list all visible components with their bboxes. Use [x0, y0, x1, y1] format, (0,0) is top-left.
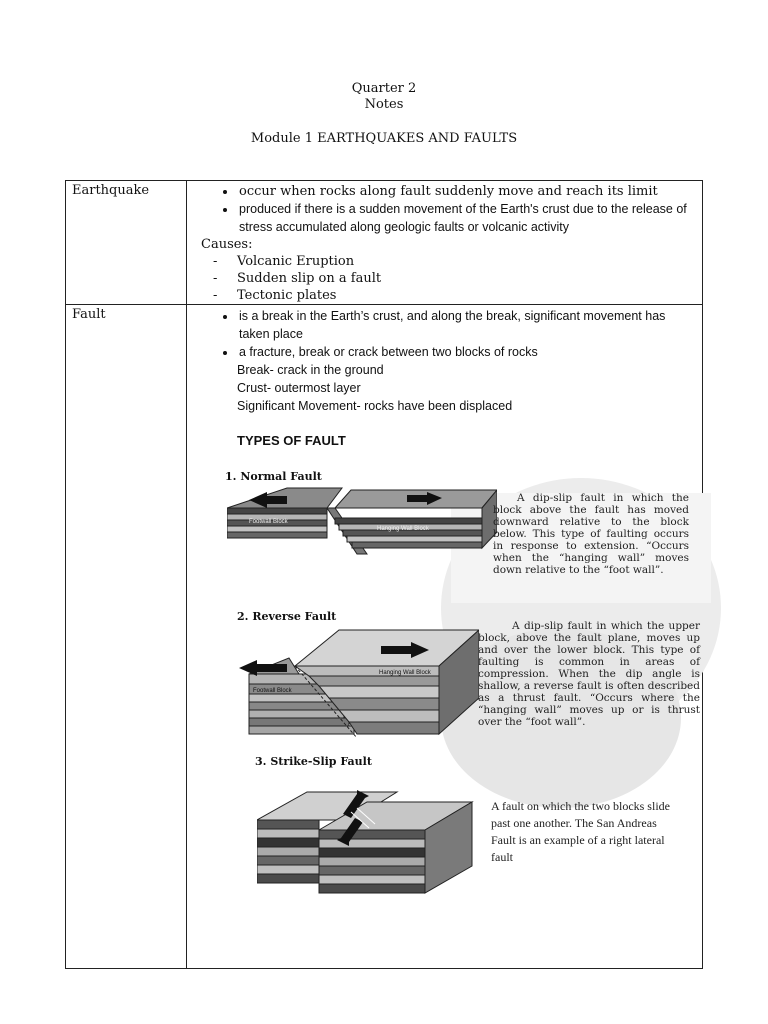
earthquake-bullet-1: • occur when rocks along fault suddenly move and reach its limit — [237, 183, 696, 200]
definition-movement: Significant Movement- rocks have been displaced — [237, 399, 513, 413]
fault-row — [66, 305, 703, 969]
reverse-fault-description: A dip-slip fault in which the upper block, above the fault plane, moves up and over the lower block. This type of faulting is common in areas of compression. When the dip angle is shallow, a reverse fault is often described as a thrust fault. “Occurs where the “hanging wall” moves up or is thrust over the “foot wall”. — [478, 620, 700, 728]
normal-fault-description: A dip-slip fault in which the block above the fault has moved downward relative to the block below. This type of faulting occurs in response to extension. “Occurs when the “hanging wall” moves down relative to the “foot wall”. — [493, 492, 689, 576]
earthquake-description — [187, 181, 703, 305]
reverse-fault-diagram — [239, 628, 479, 748]
causes-label: Causes: — [201, 237, 253, 252]
normal-footwall-label: Footwall Block — [249, 519, 288, 525]
normal-fault-diagram — [227, 486, 497, 576]
doc-header-quarter: Quarter 2 — [351, 81, 417, 96]
strike-slip-fault-diagram — [257, 790, 487, 910]
module-title: Module 1 EARTHQUAKES AND FAULTS — [250, 131, 518, 146]
fault-bullet-2: • a fracture, break or crack between two blocks of rocks — [237, 343, 696, 361]
definition-break: Break- crack in the ground — [237, 363, 384, 377]
fault-description — [187, 305, 703, 969]
reverse-fault-title: 2. Reverse Fault — [237, 610, 337, 623]
fault-types-figure — [201, 448, 700, 968]
term-earthquake: Earthquake — [66, 181, 187, 305]
definition-crust: Crust- outermost layer — [237, 381, 361, 395]
strike-slip-fault-title: 3. Strike-Slip Fault — [255, 755, 372, 768]
normal-hanging-label: Hanging Wall Block — [377, 526, 429, 532]
term-fault: Fault — [66, 305, 187, 969]
strike-slip-fault-description: A fault on which the two blocks slide past one another. The San Andreas Fault is an example of a right lateral fault — [491, 799, 670, 864]
causes-list — [201, 253, 696, 304]
fault-bullet-1: • is a break in the Earth’s crust, and along the break, significant movement has taken place — [237, 307, 696, 343]
reverse-footwall-label: Footwall Block — [253, 688, 292, 694]
cause-item: - Tectonic plates — [213, 288, 337, 303]
types-of-fault-heading: TYPES OF FAULT — [237, 433, 346, 448]
notes-table — [65, 180, 703, 969]
normal-fault-title: 1. Normal Fault — [225, 470, 322, 483]
reverse-hanging-label: Hanging Wall Block — [379, 670, 431, 676]
doc-header-notes: Notes — [364, 97, 404, 112]
earthquake-row — [66, 181, 703, 305]
cause-item: - Volcanic Eruption — [213, 254, 355, 269]
cause-item: - Sudden slip on a fault — [213, 271, 382, 286]
earthquake-bullet-2: • produced if there is a sudden movement of the Earth's crust due to the release of stress accumulated along geologic faults or volcanic activity — [237, 200, 696, 236]
